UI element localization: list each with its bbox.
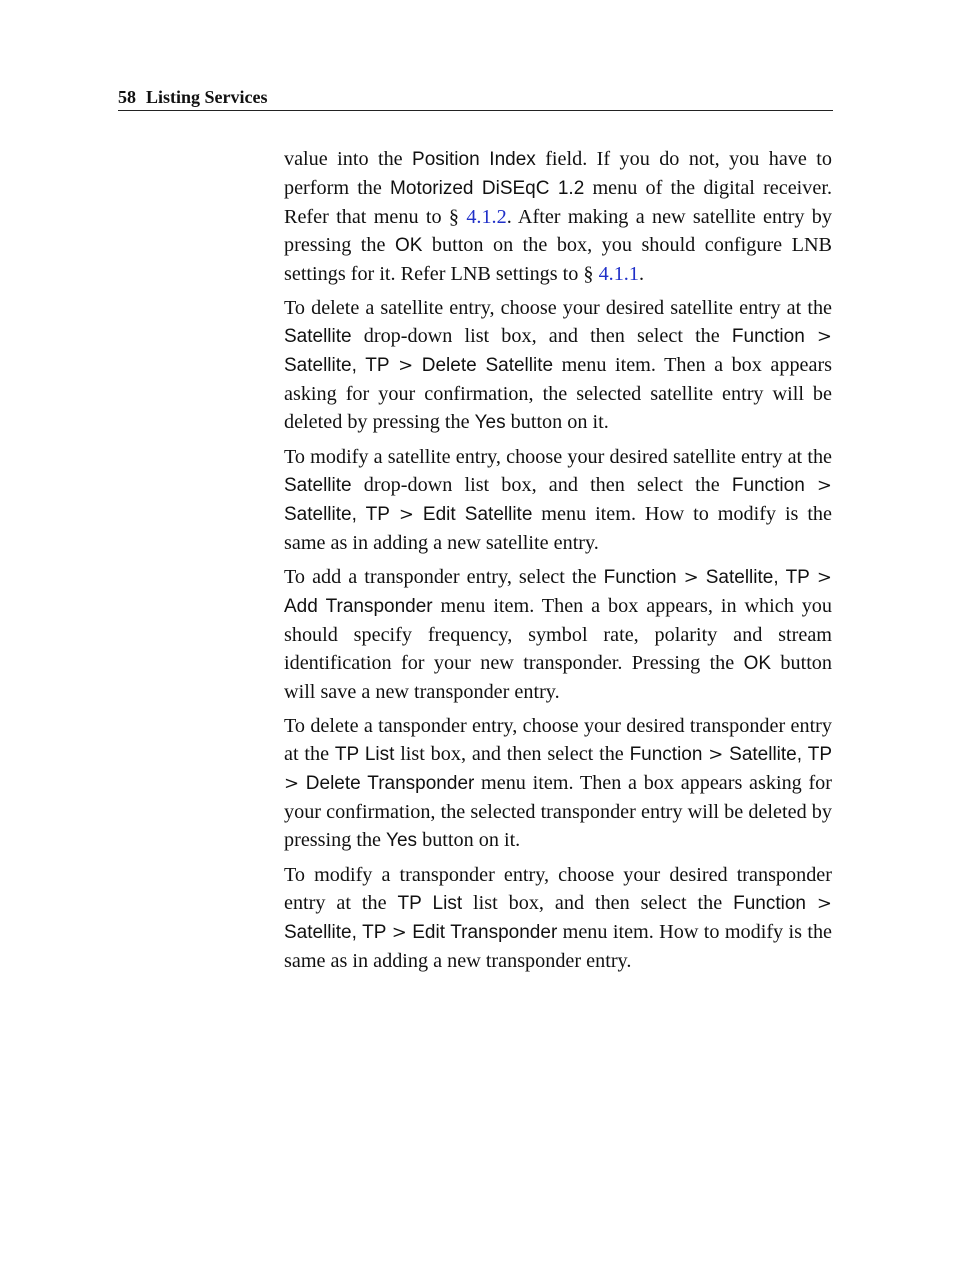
text-run: list box, and then select the [394,743,630,765]
paragraph-add-transponder [284,563,832,706]
text-run: field. If you do not, you have to perform the [284,148,833,199]
running-head [118,86,833,111]
menu-separator: > [398,504,414,525]
text-run: button will save a new transponder entry. [284,652,832,703]
text-run: button on it. [505,411,609,433]
ui-term-tp-list: TP List [334,744,395,765]
ui-term-ok: OK [394,235,423,256]
menu-separator: > [816,475,833,496]
menu-separator: > [391,922,407,943]
ui-term-motorized-diseqc: Motorized DiSEqC 1.2 [390,178,585,199]
ui-term-satellite-tp: Satellite, TP [284,504,390,525]
ui-term-satellite: Satellite [284,326,352,347]
paragraph-modify-satellite [284,443,832,557]
menu-separator: > [683,567,699,588]
text-run: To delete a tansponder entry, choose your desired transponder entry at the [284,715,832,765]
menu-separator: > [708,744,724,765]
text-run: . [638,263,644,285]
paragraph-delete-transponder [284,712,832,855]
paragraph-position-index [284,145,832,288]
ui-term-position-index: Position Index [412,149,536,170]
text-run: menu item. How to modify is the same as in adding a new transponder entry. [284,921,833,972]
text-run: drop-down list box, and then select the [351,325,732,347]
text-run: To modify a transponder entry, choose your desired transponder entry at the [284,864,832,914]
section-title: Listing Services [146,87,268,107]
ui-term-delete-transponder: Delete Transponder [305,773,475,794]
ui-term-function: Function [603,567,677,588]
menu-separator: > [816,326,833,347]
ui-term-ok: OK [743,653,772,674]
ui-term-function: Function [731,475,805,496]
text-run: To delete a satellite entry, choose your desired satellite entry at the [284,297,832,319]
text-run: button on the box, you should configure LNB settings for it. Refer LNB settings to § [284,234,832,285]
paragraph-modify-transponder [284,861,832,975]
ui-term-function: Function [731,326,805,347]
text-run: button on it. [417,829,521,851]
paragraph-delete-satellite [284,294,832,437]
text-run: drop-down list box, and then select the [351,474,732,496]
text-run: . After making a new satellite entry by pressing the [284,206,832,256]
menu-separator: > [284,773,300,794]
ui-term-function: Function [629,744,703,765]
ui-term-add-transponder: Add Transponder [284,596,433,617]
ui-term-yes: Yes [386,830,418,851]
text-run: To add a transponder entry, select the [284,566,604,588]
text-run: menu of the digital receiver. Refer that menu to § [284,177,832,228]
text-run: To modify a satellite entry, choose your desired satellite entry at the [284,446,832,468]
ui-term-edit-satellite: Edit Satellite [422,504,533,525]
text-run: menu item. Then a box appears, in which you should specify frequency, symbol rate, polarity and stream identification for your new transponder. Pressing the [284,595,832,674]
text-run: menu item. Then a box appears asking for your confirmation, the selected transponder entry will be deleted by pressing the [284,772,832,851]
ui-term-satellite-tp: Satellite, TP [729,744,833,765]
ui-term-satellite-tp: Satellite, TP [284,922,387,943]
menu-separator: > [398,355,414,376]
menu-separator: > [816,567,833,588]
ui-term-satellite-tp: Satellite, TP [705,567,810,588]
ui-term-satellite: Satellite [284,475,352,496]
text-run: list box, and then select the [462,892,734,914]
text-run: menu item. How to modify is the same as in adding a new satellite entry. [284,503,832,554]
ui-term-function: Function [733,893,806,914]
text-run: value into the [284,148,413,170]
ui-term-satellite-tp: Satellite, TP [284,355,390,376]
section-link-4-1-2[interactable]: 4.1.2 [466,206,507,228]
ui-term-yes: Yes [474,412,506,433]
body-text [284,145,832,981]
ui-term-delete-satellite: Delete Satellite [421,355,554,376]
menu-separator: > [816,893,832,914]
page-number: 58 [118,87,136,107]
ui-term-tp-list: TP List [397,893,463,914]
ui-term-edit-transponder: Edit Transponder [412,922,558,943]
text-run: menu item. Then a box appears asking for your confirmation, the selected satellite entry will be deleted by pressing the [284,354,833,433]
section-link-4-1-1[interactable]: 4.1.1 [598,263,639,285]
